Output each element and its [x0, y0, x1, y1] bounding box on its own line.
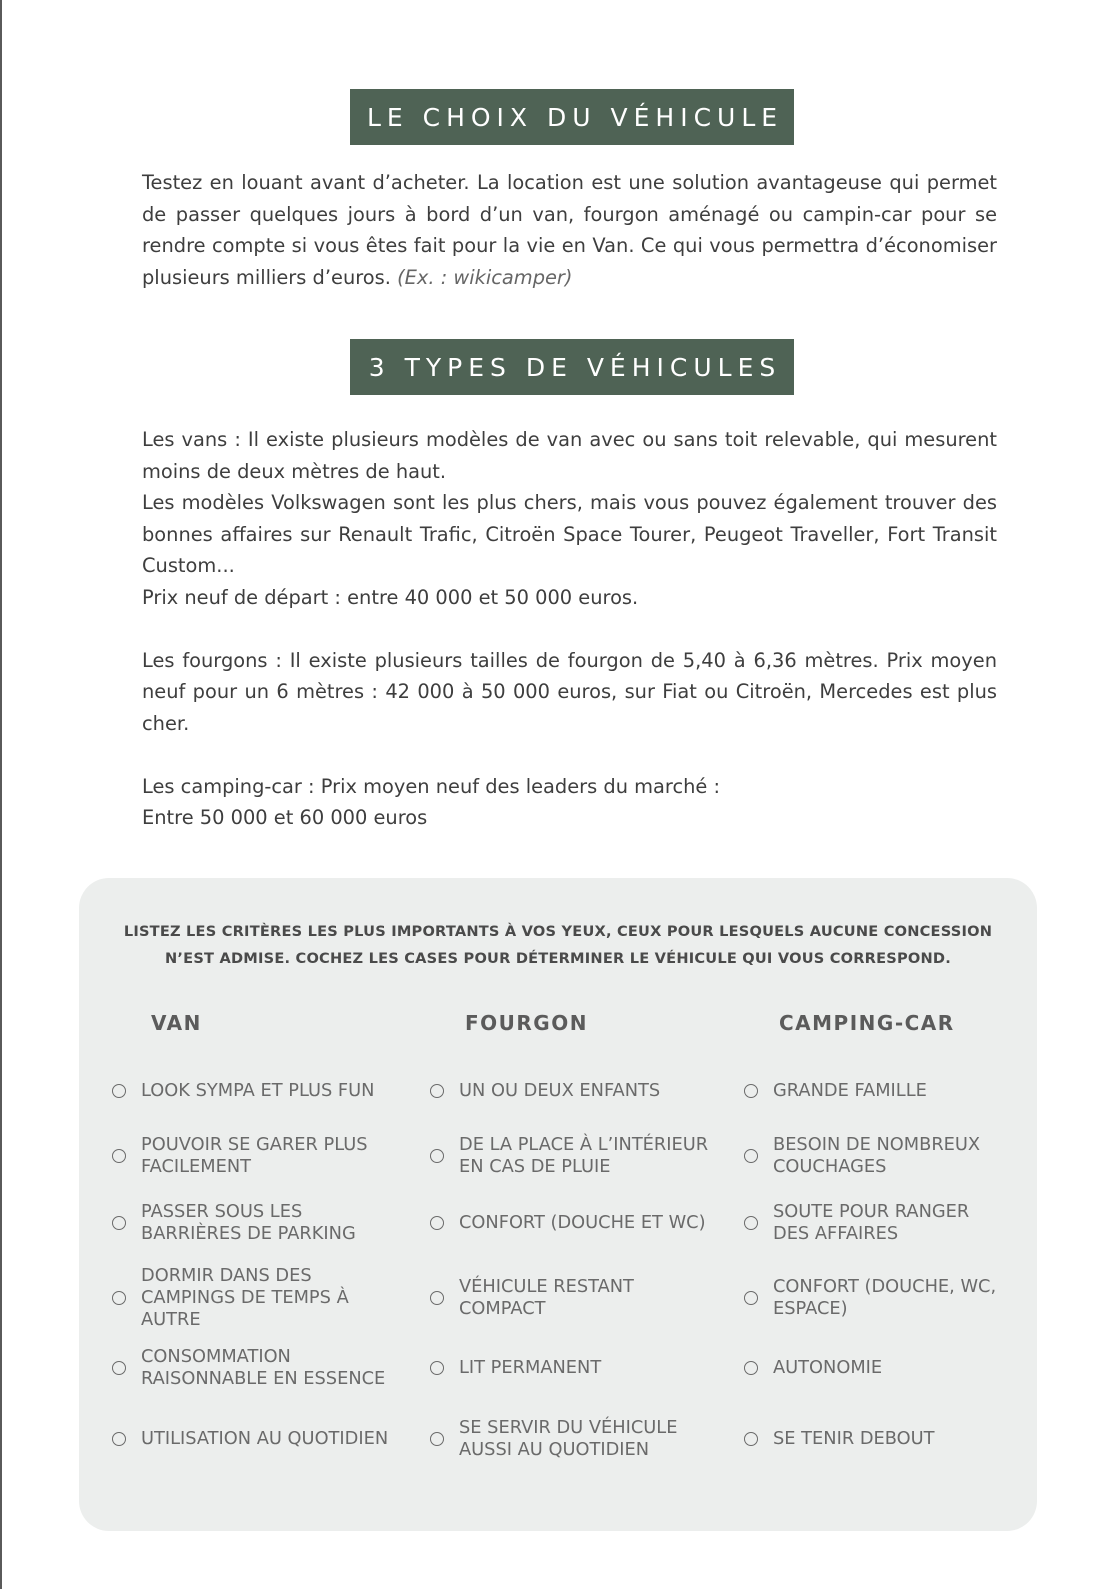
- checklist-item-label: GRANDE FAMILLE: [773, 1080, 927, 1101]
- criteria-checklist-panel: [79, 878, 1037, 1531]
- vans-models-paragraph: Les modèles Volkswagen sont les plus chers, mais vous pouvez également trouver des bonnes affaires sur Renault Trafic, Citroën Space Tourer, Peugeot Traveller, Fort Transit Custom...: [142, 491, 997, 577]
- checklist-item-camping-car[interactable]: [744, 1134, 980, 1178]
- camping-car-price: Entre 50 000 et 60 000 euros: [142, 806, 428, 829]
- checkbox-circle[interactable]: [744, 1216, 758, 1230]
- column-header-van: VAN: [151, 1011, 202, 1035]
- checkbox-circle[interactable]: [112, 1432, 126, 1446]
- vans-price: Prix neuf de départ : entre 40 000 et 50 000 euros.: [142, 585, 639, 609]
- checklist-item-label: CONFORT (DOUCHE ET WC): [459, 1212, 706, 1233]
- checkbox-circle[interactable]: [744, 1149, 758, 1163]
- vehicle-types-text: [142, 424, 997, 834]
- camping-car-paragraph: Les camping-car : Prix moyen neuf des leaders du marché :: [142, 774, 721, 798]
- checkbox-circle[interactable]: [744, 1361, 758, 1375]
- checklist-item-van[interactable]: [112, 1428, 388, 1450]
- checkbox-circle[interactable]: [112, 1216, 126, 1230]
- checklist-item-label: UN OU DEUX ENFANTS: [459, 1080, 661, 1101]
- checkbox-circle[interactable]: [744, 1291, 758, 1305]
- checklist-item-camping-car[interactable]: [744, 1276, 996, 1320]
- checklist-item-label: SE TENIR DEBOUT: [773, 1428, 935, 1449]
- checkbox-circle[interactable]: [744, 1084, 758, 1098]
- fourgons-paragraph: Les fourgons : Il existe plusieurs tailles de fourgon de 5,40 à 6,36 mètres. Prix moyen neuf pour un 6 mètres : 42 000 à 50 000 euros, sur Fiat ou Citroën, Mercedes est plus cher.: [142, 648, 997, 735]
- intro-paragraph: [142, 167, 997, 293]
- checkbox-circle[interactable]: [430, 1291, 444, 1305]
- column-header-camping-car: CAMPING-CAR: [779, 1011, 955, 1035]
- checklist-item-label: LIT PERMANENT: [459, 1357, 602, 1378]
- checklist-item-camping-car[interactable]: [744, 1357, 882, 1379]
- section-title-vehicle-types: 3 TYPES DE VÉHICULES: [350, 339, 794, 395]
- checklist-item-van[interactable]: [112, 1265, 349, 1331]
- checklist-item-label: DE LA PLACE À L’INTÉRIEUR EN CAS DE PLUIE: [459, 1134, 709, 1177]
- checklist-item-van[interactable]: [112, 1134, 368, 1178]
- column-header-fourgon: FOURGON: [465, 1011, 588, 1035]
- intro-example: (Ex. : wikicamper): [397, 265, 573, 289]
- checkbox-circle[interactable]: [112, 1291, 126, 1305]
- checklist-item-label: BESOIN DE NOMBREUX COUCHAGES: [773, 1134, 981, 1177]
- checklist-item-fourgon[interactable]: [430, 1134, 708, 1178]
- checkbox-circle[interactable]: [112, 1149, 126, 1163]
- checklist-item-label: AUTONOMIE: [773, 1357, 883, 1378]
- checklist-item-fourgon[interactable]: [430, 1212, 706, 1234]
- page-edge-rule: [0, 0, 2, 1589]
- checklist-item-label: SOUTE POUR RANGER DES AFFAIRES: [773, 1201, 970, 1244]
- checklist-item-label: VÉHICULE RESTANT COMPACT: [459, 1276, 634, 1319]
- section-title-vehicle-choice: LE CHOIX DU VÉHICULE: [350, 89, 794, 145]
- checklist-item-fourgon[interactable]: [430, 1080, 660, 1102]
- checkbox-circle[interactable]: [430, 1216, 444, 1230]
- checklist-item-fourgon[interactable]: [430, 1417, 677, 1461]
- checklist-item-van[interactable]: [112, 1080, 374, 1102]
- checklist-item-van[interactable]: [112, 1346, 385, 1390]
- checklist-item-label: PASSER SOUS LES BARRIÈRES DE PARKING: [141, 1201, 356, 1244]
- checklist-item-label: CONFORT (DOUCHE, WC, ESPACE): [773, 1276, 997, 1319]
- checklist-item-label: CONSOMMATION RAISONNABLE EN ESSENCE: [141, 1346, 386, 1389]
- checkbox-circle[interactable]: [112, 1361, 126, 1375]
- checklist-item-label: LOOK SYMPA ET PLUS FUN: [141, 1080, 375, 1101]
- checklist-instructions: LISTEZ LES CRITÈRES LES PLUS IMPORTANTS À VOS YEUX, CEUX POUR LESQUELS AUCUNE CONCESSION N’EST ADMISE. COCHEZ LES CASES POUR DÉTERMINER LE VÉHICULE QUI VOUS CORRESPOND.: [123, 923, 993, 967]
- checkbox-circle[interactable]: [430, 1361, 444, 1375]
- checklist-item-van[interactable]: [112, 1201, 356, 1245]
- checklist-item-camping-car[interactable]: [744, 1080, 927, 1102]
- checkbox-circle[interactable]: [744, 1432, 758, 1446]
- checklist-item-label: UTILISATION AU QUOTIDIEN: [141, 1428, 389, 1449]
- checkbox-circle[interactable]: [430, 1149, 444, 1163]
- checklist-item-label: POUVOIR SE GARER PLUS FACILEMENT: [141, 1134, 368, 1177]
- checkbox-circle[interactable]: [112, 1084, 126, 1098]
- checkbox-circle[interactable]: [430, 1432, 444, 1446]
- checklist-item-label: DORMIR DANS DES CAMPINGS DE TEMPS À AUTRE: [141, 1265, 349, 1330]
- vans-paragraph: Les vans : Il existe plusieurs modèles de van avec ou sans toit relevable, qui mesurent moins de deux mètres de haut.: [142, 428, 997, 483]
- checklist-item-camping-car[interactable]: [744, 1428, 935, 1450]
- checklist-item-label: SE SERVIR DU VÉHICULE AUSSI AU QUOTIDIEN: [459, 1417, 678, 1460]
- checklist-item-camping-car[interactable]: [744, 1201, 969, 1245]
- checklist-item-fourgon[interactable]: [430, 1276, 634, 1320]
- intro-text: Testez en louant avant d’acheter. La location est une solution avantageuse qui permet de passer quelques jours à bord d’un van, fourgon aménagé ou campin-car pour se rendre compte si vous êtes fait pour la vie en Van. Ce qui vous permettra d’économiser plusieurs milliers d’euros.: [142, 171, 997, 289]
- checklist-item-fourgon[interactable]: [430, 1357, 601, 1379]
- checkbox-circle[interactable]: [430, 1084, 444, 1098]
